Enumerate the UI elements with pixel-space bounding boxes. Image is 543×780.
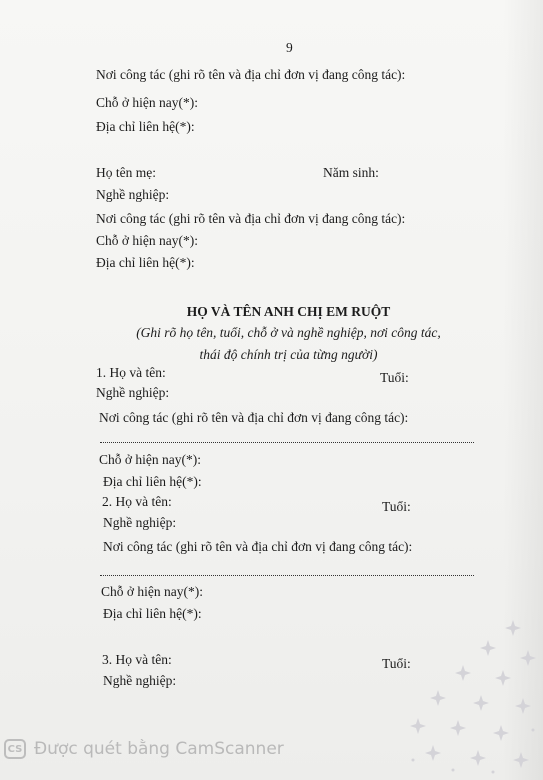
sibling-3-occupation-label: Nghề nghiệp: — [103, 673, 177, 688]
mother-contact-label: Địa chỉ liên hệ(*): — [96, 255, 195, 270]
sibling-1-residence-label: Chỗ ở hiện nay(*): — [99, 452, 201, 467]
sibling-2-dotted-line — [100, 575, 474, 576]
mother-birth-year-label: Năm sinh: — [323, 165, 379, 180]
camscanner-watermark — [4, 737, 284, 761]
page-number: 9 — [286, 40, 293, 55]
mother-workplace-label: Nơi công tác (ghi rõ tên và địa chỉ đơn vị đang công tác): — [96, 211, 406, 226]
sibling-2-occupation-label: Nghề nghiệp: — [103, 515, 177, 530]
mother-name-label: Họ tên mẹ: — [96, 165, 156, 180]
sibling-1-occupation-label: Nghề nghiệp: — [96, 385, 170, 400]
sibling-2-workplace-label: Nơi công tác (ghi rõ tên và địa chỉ đơn vị đang công tác): — [103, 539, 413, 554]
sibling-2-residence-label: Chỗ ở hiện nay(*): — [101, 584, 203, 599]
sibling-1-dotted-line — [100, 442, 474, 443]
sibling-1-contact-label: Địa chỉ liên hệ(*): — [103, 474, 202, 489]
camscanner-logo-icon: CS — [4, 739, 26, 759]
sibling-3-name-label: 3. Họ và tên: — [102, 652, 172, 667]
sibling-2-name-label: 2. Họ và tên: — [102, 494, 172, 509]
father-residence-label: Chỗ ở hiện nay(*): — [96, 95, 198, 110]
siblings-note-line2: thái độ chính trị của từng người) — [199, 347, 378, 362]
sibling-2-age-label: Tuổi: — [382, 499, 411, 514]
mother-occupation-label: Nghề nghiệp: — [96, 187, 170, 202]
sibling-2-contact-label: Địa chỉ liên hệ(*): — [103, 606, 202, 621]
father-contact-label: Địa chỉ liên hệ(*): — [96, 119, 195, 134]
siblings-heading: HỌ VÀ TÊN ANH CHỊ EM RUỘT — [186, 304, 391, 319]
watermark-text: Được quét bằng CamScanner — [34, 739, 284, 759]
siblings-note-line1: (Ghi rõ họ tên, tuổi, chỗ ở và nghề nghiệp, nơi công tác, — [136, 325, 441, 340]
sibling-1-age-label: Tuổi: — [380, 370, 409, 385]
sibling-3-age-label: Tuổi: — [382, 656, 411, 671]
father-workplace-label: Nơi công tác (ghi rõ tên và địa chỉ đơn vị đang công tác): — [96, 67, 406, 82]
sparkle-decoration-icon — [393, 610, 543, 780]
sibling-1-name-label: 1. Họ và tên: — [96, 365, 166, 380]
sibling-1-workplace-label: Nơi công tác (ghi rõ tên và địa chỉ đơn vị đang công tác): — [99, 410, 409, 425]
mother-residence-label: Chỗ ở hiện nay(*): — [96, 233, 198, 248]
